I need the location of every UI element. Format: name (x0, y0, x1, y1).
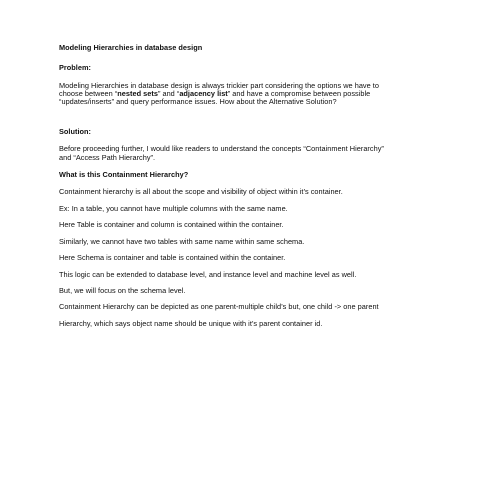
containment-line-5: Here Schema is container and table is contained within the container. (59, 253, 286, 262)
containment-line-1: Containment hierarchy is all about the scope and visibility of object within it’s container. (59, 187, 343, 196)
problem-paragraph-line-3: “updates/inserts” and query performance issues. How about the Alternative Solution? (59, 97, 337, 106)
containment-line-3: Here Table is container and column is contained within the container. (59, 220, 284, 229)
containment-line-9: Hierarchy, which says object name should be unique with it’s parent container id. (59, 319, 323, 328)
containment-line-7: But, we will focus on the schema level. (59, 286, 186, 295)
containment-heading: What is this Containment Hierarchy? (59, 170, 189, 179)
containment-line-6: This logic can be extended to database level, and instance level and machine level as well. (59, 270, 357, 279)
document-title: Modeling Hierarchies in database design (59, 43, 203, 52)
containment-line-4: Similarly, we cannot have two tables with same name within same schema. (59, 237, 305, 246)
containment-line-8: Containment Hierarchy can be depicted as one parent-multiple child’s but, one child -> one parent (59, 302, 379, 311)
problem-heading: Problem: (59, 63, 91, 72)
solution-paragraph-line-2: and “Access Path Hierarchy”. (59, 153, 156, 162)
containment-line-2: Ex: In a table, you cannot have multiple columns with the same name. (59, 204, 288, 213)
problem-paragraph-line-1: Modeling Hierarchies in database design is always trickier part considering the options we have to (59, 81, 379, 90)
adjacency-list-term: adjacency list (179, 89, 228, 98)
problem-text-segment: ” and “ (157, 89, 180, 98)
problem-text-segment: choose between “ (59, 89, 118, 98)
solution-heading: Solution: (59, 127, 91, 136)
solution-paragraph-line-1: Before proceeding further, I would like readers to understand the concepts “Containment Hierarchy” (59, 144, 384, 153)
problem-text-segment: ” and have a compromise between possible (227, 89, 371, 98)
nested-sets-term: nested sets (117, 89, 158, 98)
